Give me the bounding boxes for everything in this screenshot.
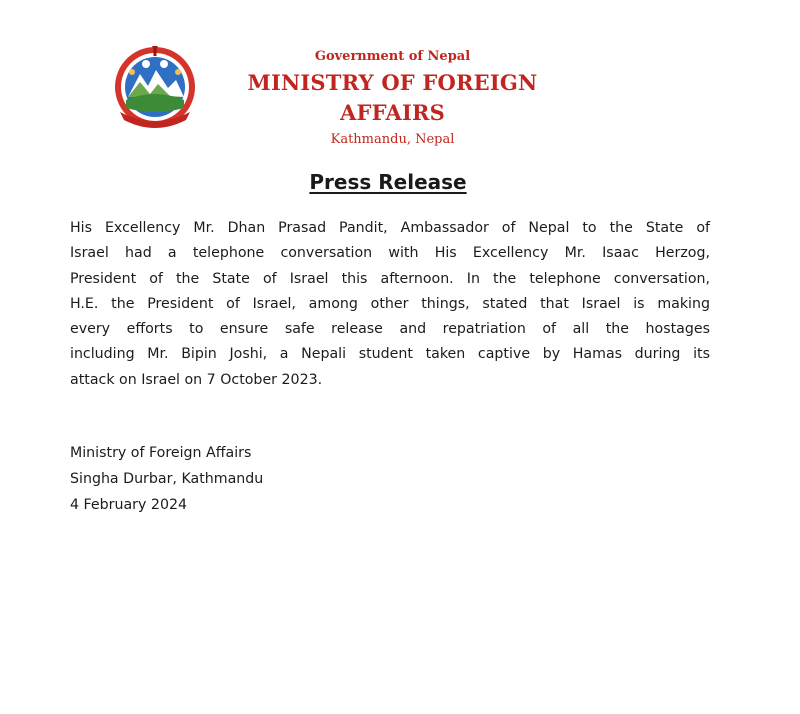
- ministry-name: MINISTRY OF FOREIGN AFFAIRS: [247, 70, 538, 125]
- body-line: attack on Israel on 7 October 2023.: [70, 371, 323, 388]
- signature-block: [70, 440, 263, 518]
- body-line: President of the State of Israel this afternoon. In the telephone conversation,: [70, 270, 710, 287]
- issuer-address: Singha Durbar, Kathmandu: [70, 471, 264, 487]
- press-release-body: [70, 216, 710, 393]
- issuer-name: Ministry of Foreign Affairs: [70, 445, 252, 461]
- issue-date: 4 February 2024: [70, 497, 188, 513]
- body-line: every efforts to ensure safe release and repatriation of all the hostages: [70, 321, 710, 338]
- nepal-coat-of-arms-icon: [110, 42, 200, 132]
- body-line: H.E. the President of Israel, among other things, stated that Israel is making: [70, 295, 710, 312]
- ministry-location: Kathmandu, Nepal: [330, 132, 455, 147]
- government-name: Government of Nepal: [314, 49, 471, 64]
- document-title: Press Release: [309, 170, 467, 194]
- letterhead: [210, 48, 575, 149]
- body-line: Israel had a telephone conversation with His Excellency Mr. Isaac Herzog,: [70, 245, 710, 262]
- body-line: His Excellency Mr. Dhan Prasad Pandit, Ambassador of Nepal to the State of: [70, 220, 710, 236]
- body-line: including Mr. Bipin Joshi, a Nepali student taken captive by Hamas during its: [70, 346, 710, 363]
